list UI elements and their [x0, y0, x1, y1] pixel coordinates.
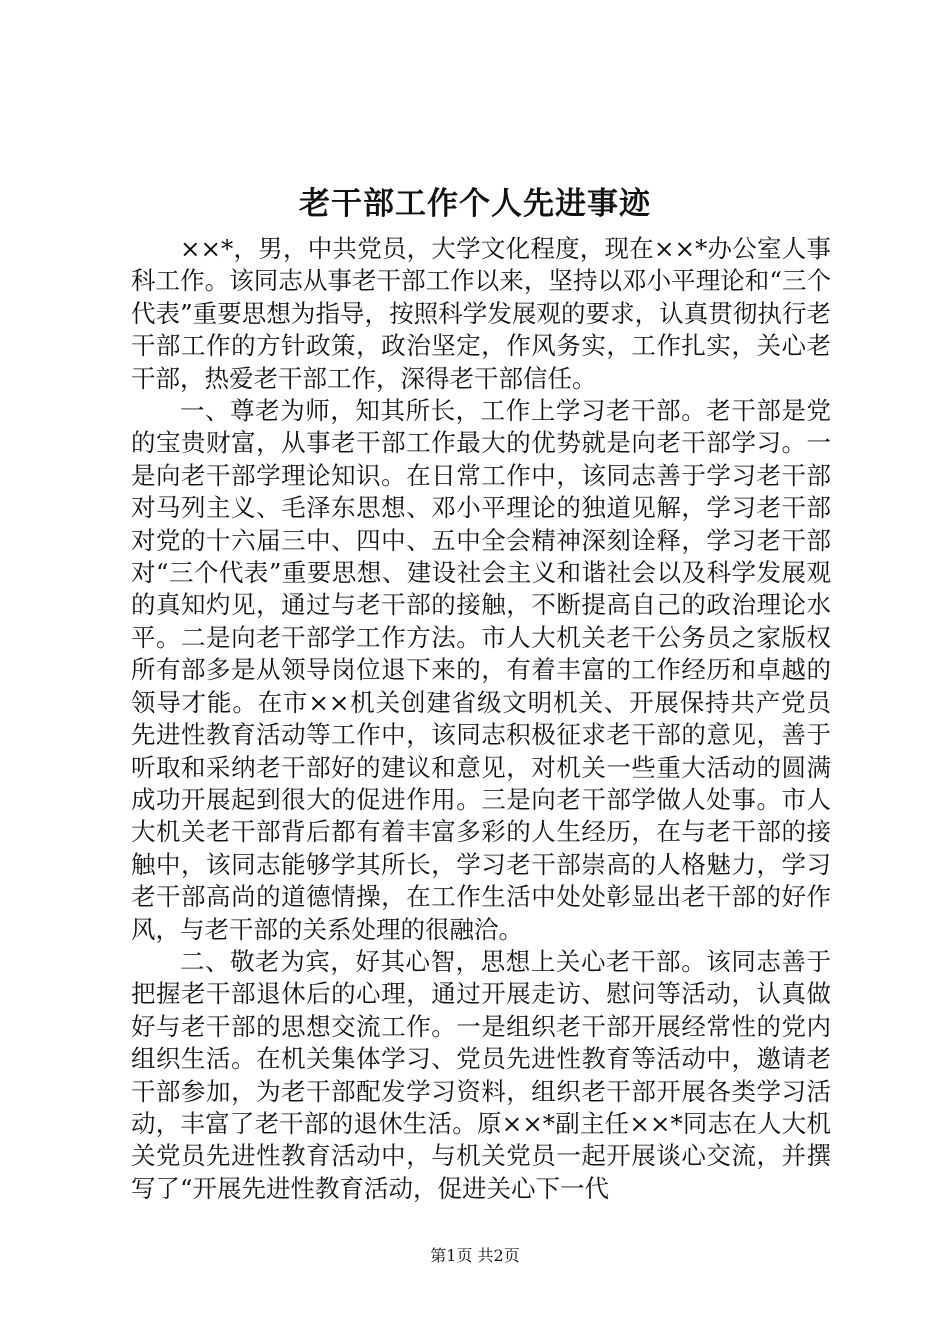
page-number-footer: 第1页 共2页	[430, 1246, 520, 1265]
document-title: 老干部工作个人先进事迹	[299, 186, 651, 222]
paragraph-section-one: 一、尊老为师，知其所长，工作上学习老干部。老干部是党的宝贵财富，从事老干部工作最大的优势就是向老干部学习。一是向老干部学理论知识。在日常工作中，该同志善于学习老干部对马列主义、毛泽东思想、邓小平理论的独道见解，学习老干部对党的十六届三中、四中、五中全会精神深刻诠释，学习老干部对“三个代表”重要思想、建设社会主义和谐社会以及科学发展观的真知灼见，通过与老干部的接触，不断提高自己的政治理论水平。二是向老干部学工作方法。市人大机关老干公务员之家版权所有部多是从领导岗位退下来的，有着丰富的工作经历和卓越的领导才能。在市××机关创建省级文明机关、开展保持共产党员先进性教育活动等工作中，该同志积极征求老干部的意见，善于听取和采纳老干部好的建议和意见，对机关一些重大活动的圆满成功开展起到很大的促进作用。三是向老干部学做人处事。市人大机关老干部背后都有着丰富多彩的人生经历，在与老干部的接触中，该同志能够学其所长，学习老干部崇高的人格魅力，学习老干部高尚的道德情操，在工作生活中处处彰显出老干部的好作风，与老干部的关系处理的很融洽。	[131, 396, 831, 944]
paragraph-section-two: 二、敬老为宾，好其心智，思想上关心老干部。该同志善于把握老干部退休后的心理，通过开展走访、慰问等活动，认真做好与老干部的思想交流工作。一是组织老干部开展经常性的党内组织生活。在机关集体学习、党员先进性教育等活动中，邀请老干部参加，为老干部配发学习资料，组织老干部开展各类学习活动，丰富了老干部的退休生活。原××*副主任××*同志在人大机关党员先进性教育活动中，与机关党员一起开展谈心交流，并撰写了“开展先进性教育活动，促进关心下一代	[131, 946, 831, 1203]
document-body	[131, 233, 831, 1205]
paragraph-intro: ××*，男，中共党员，大学文化程度，现在××*办公室人事科工作。该同志从事老干部工作以来，坚持以邓小平理论和“三个代表”重要思想为指导，按照科学发展观的要求，认真贯彻执行老干部工作的方针政策，政治坚定，作风务实，工作扎实，关心老干部，热爱老干部工作，深得老干部信任。	[131, 234, 831, 393]
